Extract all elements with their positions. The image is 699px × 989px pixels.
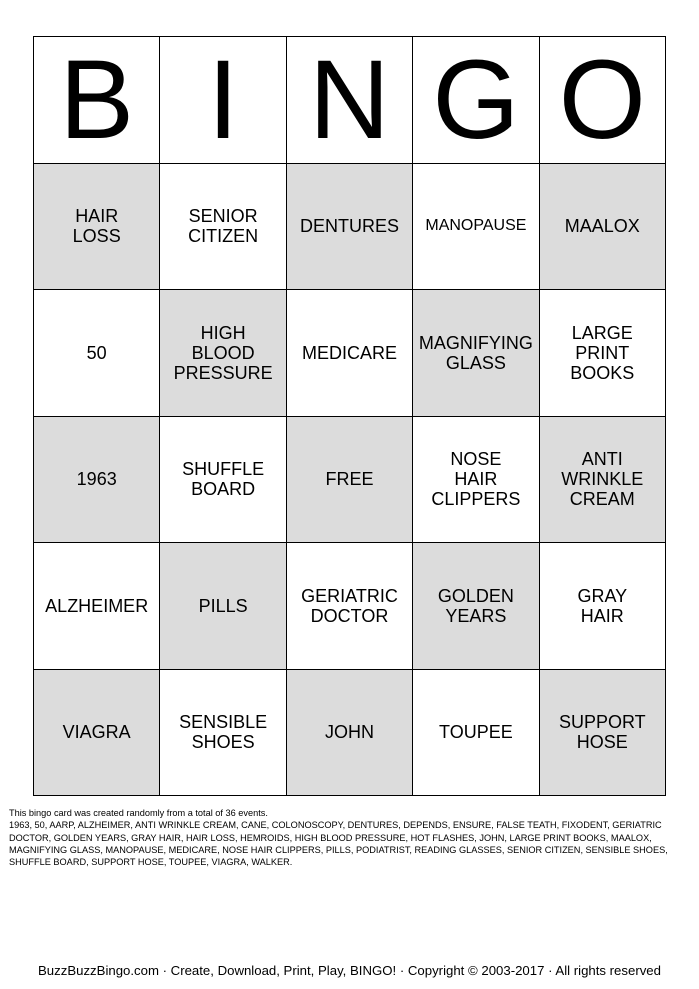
event-list-note — [9, 807, 691, 868]
header-letter-i: I — [160, 37, 286, 164]
bingo-cell: DENTURES — [287, 164, 413, 291]
bingo-cell: SHUFFLE BOARD — [160, 417, 286, 544]
bingo-cell: MEDICARE — [287, 290, 413, 417]
note-event-list: 1963, 50, AARP, ALZHEIMER, ANTI WRINKLE CREAM, CANE, COLONOSCOPY, DENTURES, DEPENDS, ENSURE, FALSE TEATH, FIXODENT, GERIATRIC DOCTOR, GOLDEN YEARS, GRAY HAIR, HAIR LOSS, HEMROIDS, HIGH BLOOD PRESSURE, HOT FLASHES, JOHN, LARGE PRINT BOOKS, MAALOX, MAGNIFYING GLASS, MANOPAUSE, MEDICARE, NOSE HAIR CLIPPERS, PILLS, PODIATRIST, READING GLASSES, SENIOR CITIZEN, SENSIBLE SHOES, SHUFFLE BOARD, SUPPORT HOSE, TOUPEE, VIAGRA, WALKER. — [9, 820, 668, 868]
bingo-cell: GRAY HAIR — [540, 543, 666, 670]
bingo-cell: 1963 — [34, 417, 160, 544]
header-letter-o: O — [540, 37, 666, 164]
bingo-cell: MAALOX — [540, 164, 666, 291]
bingo-cell: TOUPEE — [413, 670, 539, 797]
bingo-cell: VIAGRA — [34, 670, 160, 797]
bingo-cell: LARGE PRINT BOOKS — [540, 290, 666, 417]
bingo-cell: GOLDEN YEARS — [413, 543, 539, 670]
header-letter-g: G — [413, 37, 539, 164]
bingo-cell: SUPPORT HOSE — [540, 670, 666, 797]
bingo-cell: ANTI WRINKLE CREAM — [540, 417, 666, 544]
header-letter-b: B — [34, 37, 160, 164]
bingo-cell: ALZHEIMER — [34, 543, 160, 670]
bingo-cell: MANOPAUSE — [413, 164, 539, 291]
bingo-cell: MAGNIFYING GLASS — [413, 290, 539, 417]
bingo-cell: GERIATRIC DOCTOR — [287, 543, 413, 670]
bingo-cell: NOSE HAIR CLIPPERS — [413, 417, 539, 544]
note-intro: This bingo card was created randomly from a total of 36 events. — [9, 808, 268, 818]
free-space-cell: FREE — [287, 417, 413, 544]
bingo-cell: SENSIBLE SHOES — [160, 670, 286, 797]
bingo-cell: HAIR LOSS — [34, 164, 160, 291]
bingo-cell: HIGH BLOOD PRESSURE — [160, 290, 286, 417]
bingo-cell: 50 — [34, 290, 160, 417]
bingo-cell: SENIOR CITIZEN — [160, 164, 286, 291]
header-letter-n: N — [287, 37, 413, 164]
bingo-card — [33, 36, 666, 796]
site-footer: BuzzBuzzBingo.com · Create, Download, Print, Play, BINGO! · Copyright © 2003-2017 · All rights reserved — [38, 963, 661, 978]
bingo-cell: PILLS — [160, 543, 286, 670]
bingo-cell: JOHN — [287, 670, 413, 797]
